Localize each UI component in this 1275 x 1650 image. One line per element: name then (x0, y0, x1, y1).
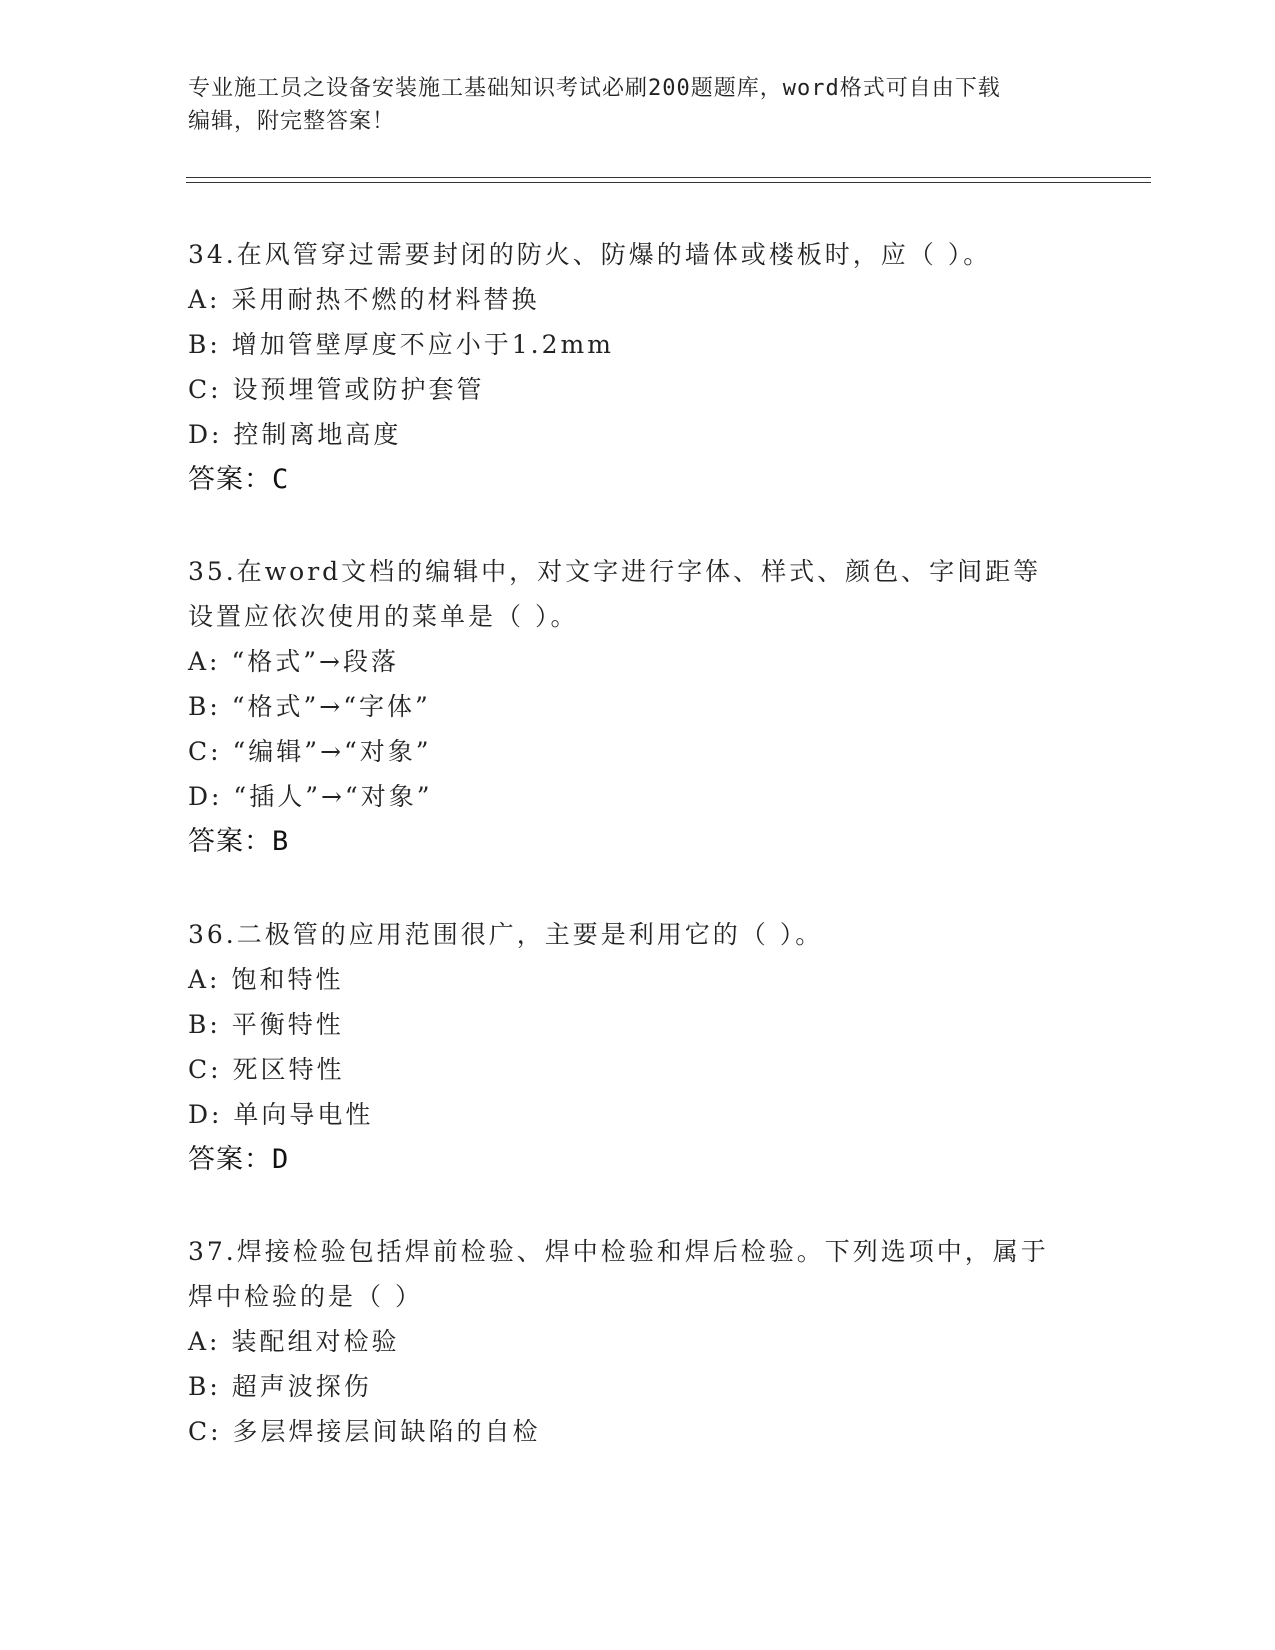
option-label: B: (188, 330, 221, 359)
option-label: C: (188, 1055, 222, 1084)
answer: 答案：B (188, 826, 290, 857)
document-header (188, 72, 1088, 138)
option-text: 控制离地高度 (233, 420, 402, 449)
answer: 答案：D (188, 1144, 290, 1175)
question-stem-line-1: 37.焊接检验包括焊前检验、焊中检验和焊后检验。下列选项中，属于 (188, 1237, 1049, 1266)
question-34 (188, 232, 1088, 502)
option-text: 采用耐热不燃的材料替换 (231, 285, 540, 314)
option-label: D: (188, 782, 223, 811)
option-label: A: (188, 285, 221, 314)
question-stem-line-1: 35.在word文档的编辑中，对文字进行字体、样式、颜色、字间距等 (188, 557, 1042, 586)
option-label: D: (188, 1100, 223, 1129)
option-label: C: (188, 1417, 222, 1446)
header-divider-bottom (186, 182, 1151, 183)
option-text: 死区特性 (232, 1055, 345, 1084)
option-label: A: (188, 647, 221, 676)
option-text: 装配组对检验 (231, 1327, 400, 1356)
question-37 (188, 1229, 1088, 1454)
question-stem-line-2: 设置应依次使用的菜单是（ ）。 (188, 602, 579, 631)
question-stem-line-2: 焊中检验的是（ ） (188, 1282, 423, 1311)
option-b (188, 1364, 1088, 1409)
option-a (188, 277, 1088, 322)
option-d (188, 1092, 1088, 1137)
option-text: “插人”→“对象” (233, 782, 433, 811)
option-text: 增加管壁厚度不应小于1.2mm (231, 330, 614, 359)
option-label: A: (188, 965, 221, 994)
option-b (188, 322, 1088, 367)
option-label: B: (188, 1010, 221, 1039)
answer: 答案：C (188, 464, 290, 495)
option-label: C: (188, 737, 222, 766)
option-a (188, 957, 1088, 1002)
header-divider-top (186, 177, 1151, 178)
option-c (188, 729, 1088, 774)
header-title-line-1: 专业施工员之设备安装施工基础知识考试必刷200题题库，word格式可自由下载 (188, 76, 1001, 101)
header-title-line-2: 编辑，附完整答案！ (188, 109, 396, 134)
option-c (188, 367, 1088, 412)
option-text: 平衡特性 (231, 1010, 344, 1039)
option-label: B: (188, 692, 221, 721)
question-stem: 36.二极管的应用范围很广，主要是利用它的（ ）。 (188, 920, 824, 949)
option-text: 设预埋管或防护套管 (232, 375, 485, 404)
option-text: “格式”→段落 (231, 647, 399, 676)
option-c (188, 1047, 1088, 1092)
option-text: 超声波探伤 (231, 1372, 372, 1401)
option-a (188, 639, 1088, 684)
option-label: A: (188, 1327, 221, 1356)
option-c (188, 1409, 1088, 1454)
option-text: “编辑”→“对象” (232, 737, 432, 766)
question-36 (188, 912, 1088, 1182)
option-d (188, 774, 1088, 819)
option-a (188, 1319, 1088, 1364)
option-text: “格式”→“字体” (231, 692, 431, 721)
question-stem: 34.在风管穿过需要封闭的防火、防爆的墙体或楼板时，应（ ）。 (188, 240, 992, 269)
question-35 (188, 549, 1088, 864)
option-b (188, 1002, 1088, 1047)
option-text: 单向导电性 (233, 1100, 374, 1129)
option-text: 多层焊接层间缺陷的自检 (232, 1417, 541, 1446)
option-d (188, 412, 1088, 457)
option-text: 饱和特性 (231, 965, 344, 994)
option-label: C: (188, 375, 222, 404)
option-label: B: (188, 1372, 221, 1401)
option-label: D: (188, 420, 223, 449)
option-b (188, 684, 1088, 729)
